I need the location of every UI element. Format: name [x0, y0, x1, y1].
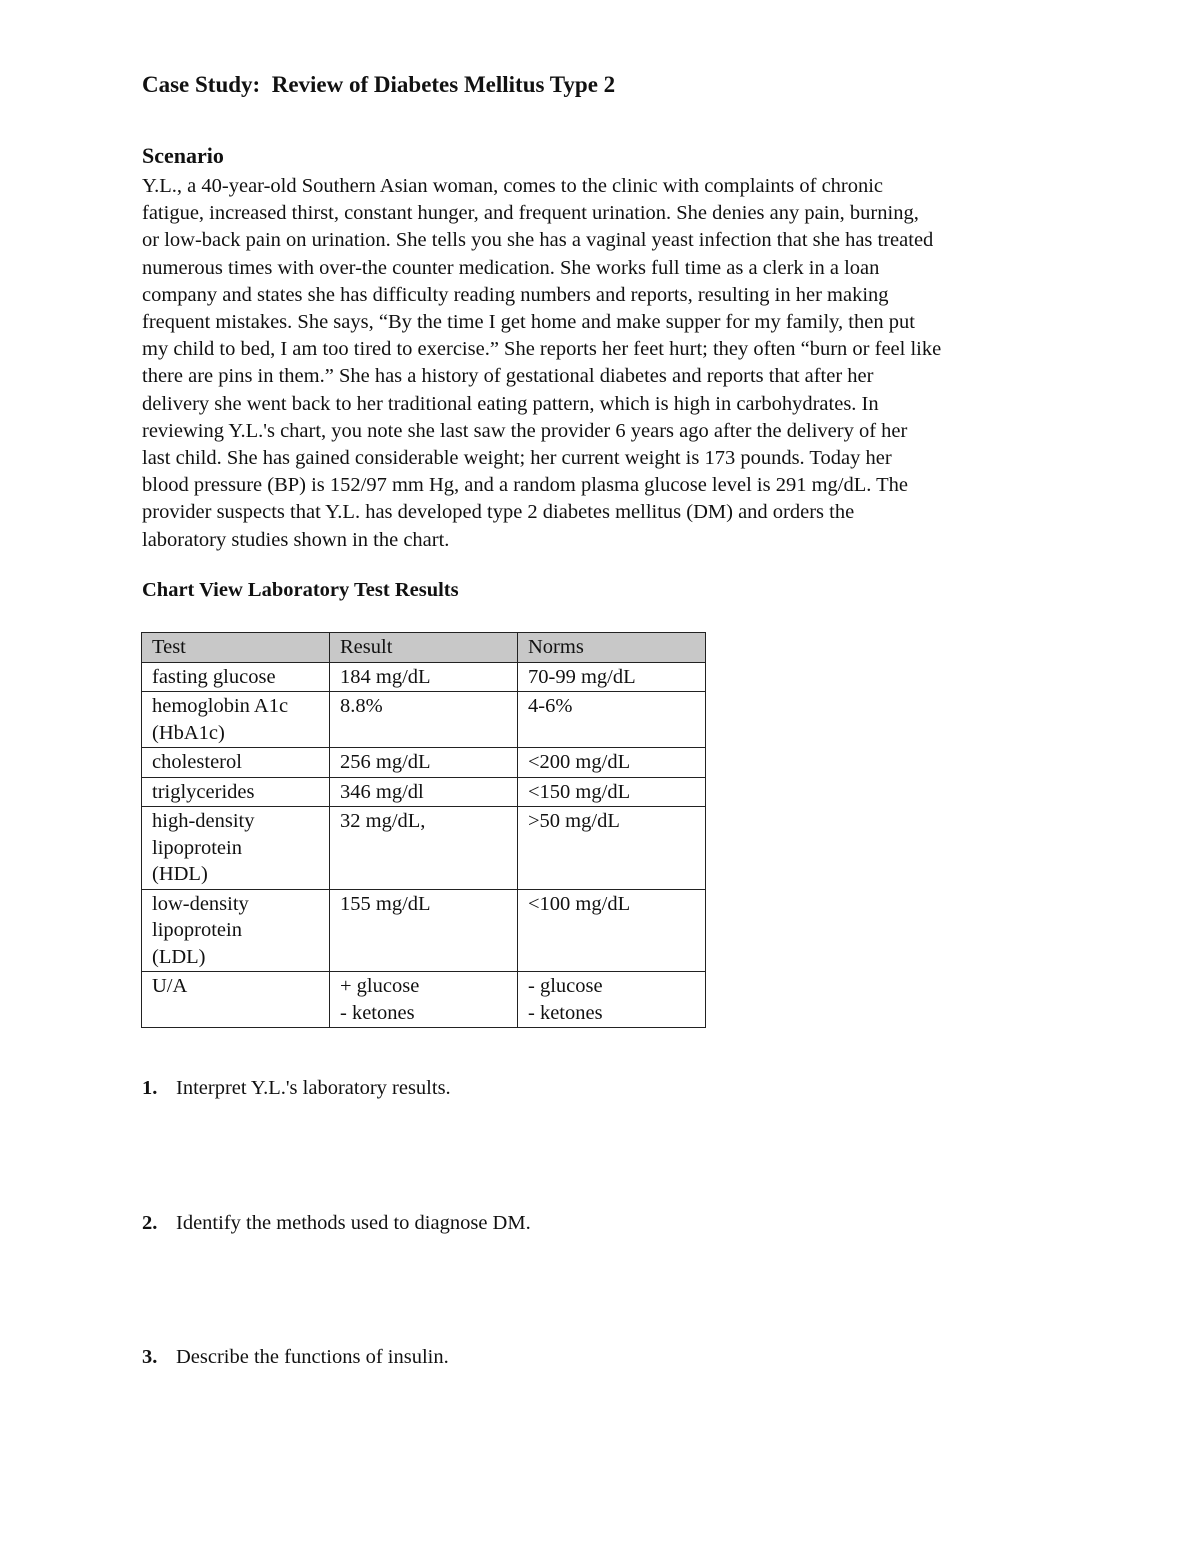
norms-cell [518, 889, 706, 972]
result-cell [330, 972, 518, 1028]
scenario-line: reviewing Y.L.'s chart, you note she last saw the provider 6 years ago after the delivery of her [142, 419, 908, 442]
table-header-norms: Norms [518, 633, 706, 663]
result-cell [330, 662, 518, 692]
result-cell [330, 807, 518, 890]
scenario-line: or low-back pain on urination. She tells you she has a vaginal yeast infection that she has treated [142, 229, 934, 252]
scenario-line: my child to bed, I am too tired to exercise.” She reports her feet hurt; they often “burn or feel like [142, 338, 942, 361]
question-1 [142, 1077, 451, 1100]
table-header-test: Test [142, 633, 330, 663]
cell-line: 155 mg/dL [340, 892, 431, 915]
test-cell [142, 692, 330, 748]
cell-line: triglycerides [152, 780, 255, 803]
scenario-line: blood pressure (BP) is 152/97 mm Hg, and a random plasma glucose level is 291 mg/dL. The [142, 474, 908, 497]
cell-line: lipoprotein [152, 919, 242, 941]
scenario-heading: Scenario [142, 143, 224, 168]
cell-line: hemoglobin A1c [152, 695, 289, 717]
norms-cell [518, 692, 706, 748]
result-cell [330, 777, 518, 807]
norms-cell [518, 748, 706, 778]
cell-line: - ketones [340, 1001, 415, 1024]
cell-line: high-density [152, 810, 255, 832]
table-header-row [142, 633, 706, 663]
scenario-line: Y.L., a 40-year-old Southern Asian woman, comes to the clinic with complaints of chronic [142, 175, 884, 197]
cell-line: 8.8% [340, 695, 383, 717]
cell-line: 184 mg/dL [340, 665, 431, 688]
cell-line: cholesterol [152, 751, 242, 773]
norms-cell [518, 777, 706, 807]
table-row [142, 807, 706, 890]
cell-line: 256 mg/dL [340, 751, 431, 773]
cell-line: <100 mg/dL [528, 892, 631, 915]
norms-cell [518, 662, 706, 692]
document-title: Case Study: Review of Diabetes Mellitus Type 2 [142, 72, 616, 97]
test-cell [142, 807, 330, 890]
lab-results-body [142, 662, 706, 1028]
scenario-line: frequent mistakes. She says, “By the time I get home and make supper for my family, then put [142, 311, 915, 334]
test-cell [142, 972, 330, 1028]
chart-heading: Chart View Laboratory Test Results [142, 579, 459, 601]
test-cell [142, 748, 330, 778]
test-cell [142, 889, 330, 972]
cell-line: >50 mg/dL [528, 810, 620, 832]
cell-line: - ketones [528, 1001, 603, 1024]
question-text: Interpret Y.L.'s laboratory results. [176, 1077, 451, 1099]
cell-line: - glucose [528, 975, 603, 997]
cell-line: 70-99 mg/dL [528, 665, 636, 688]
scenario-line: laboratory studies shown in the chart. [142, 528, 450, 551]
scenario-line: there are pins in them.” She has a history of gestational diabetes and reports that after her [142, 365, 874, 388]
scenario-line: numerous times with over-the counter medication. She works full time as a clerk in a loan [142, 256, 880, 279]
scenario-line: fatigue, increased thirst, constant hunger, and frequent urination. She denies any pain, burning, [142, 202, 919, 225]
table-row [142, 662, 706, 692]
table-row [142, 777, 706, 807]
cell-line: 4-6% [528, 695, 573, 717]
cell-line: (LDL) [152, 945, 206, 968]
scenario-line: company and states she has difficulty reading numbers and reports, resulting in her making [142, 283, 889, 306]
cell-line: 32 mg/dL, [340, 810, 426, 832]
scenario-line: last child. She has gained considerable weight; her current weight is 173 pounds. Today her [142, 447, 892, 470]
question-number: 3. [142, 1346, 158, 1368]
cell-line: U/A [152, 975, 188, 997]
result-cell [330, 889, 518, 972]
table-row [142, 972, 706, 1028]
test-cell [142, 777, 330, 807]
table-row [142, 889, 706, 972]
table-row [142, 748, 706, 778]
cell-line: lipoprotein [152, 836, 242, 859]
norms-cell [518, 807, 706, 890]
question-3 [142, 1346, 449, 1369]
result-cell [330, 748, 518, 778]
scenario-line: provider suspects that Y.L. has developed type 2 diabetes mellitus (DM) and orders the [142, 501, 855, 524]
scenario-paragraph [142, 173, 1072, 554]
question-text: Describe the functions of insulin. [176, 1346, 449, 1368]
question-2 [142, 1212, 531, 1235]
cell-line: (HDL) [152, 863, 208, 885]
table-row [142, 692, 706, 748]
test-cell [142, 662, 330, 692]
table-header-result: Result [330, 633, 518, 663]
scenario-line: delivery she went back to her traditional eating pattern, which is high in carbohydrates. In [142, 392, 879, 415]
cell-line: + glucose [340, 975, 420, 997]
norms-cell [518, 972, 706, 1028]
question-number: 1. [142, 1077, 158, 1099]
cell-line: <150 mg/dL [528, 780, 631, 803]
cell-line: low-density [152, 892, 249, 915]
cell-line: (HbA1c) [152, 721, 225, 744]
question-text: Identify the methods used to diagnose DM. [176, 1212, 531, 1234]
cell-line: fasting glucose [152, 665, 276, 688]
cell-line: <200 mg/dL [528, 751, 631, 773]
lab-results-table [141, 632, 706, 1028]
result-cell [330, 692, 518, 748]
cell-line: 346 mg/dl [340, 780, 424, 803]
question-number: 2. [142, 1212, 158, 1234]
